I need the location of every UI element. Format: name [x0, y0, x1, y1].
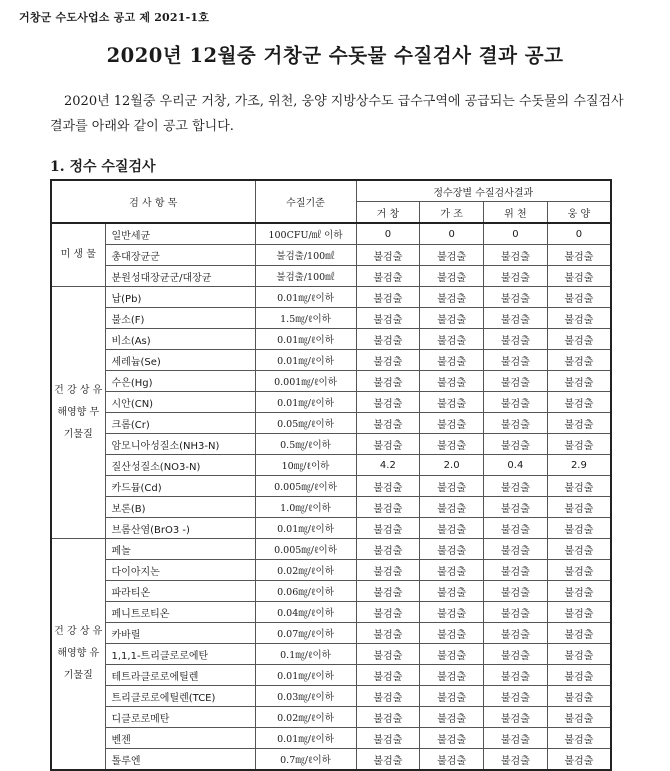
result-value: 불검출 — [484, 434, 548, 455]
test-item: 벤젠 — [105, 728, 255, 749]
table-row — [51, 644, 611, 665]
result-value: 불검출 — [484, 560, 548, 581]
result-value: 불검출 — [420, 392, 484, 413]
test-item: 세레늄(Se) — [105, 350, 255, 371]
table-row — [51, 665, 611, 686]
result-value: 불검출 — [356, 434, 420, 455]
test-item: 테트라클로로에틸렌 — [105, 665, 255, 686]
result-value: 불검출 — [356, 539, 420, 560]
result-value: 불검출 — [356, 560, 420, 581]
header-results: 정수장별 수질검사결과 — [356, 180, 611, 202]
table-row — [51, 539, 611, 560]
test-item: 납(Pb) — [105, 287, 255, 308]
result-value: 불검출 — [356, 287, 420, 308]
page-title: 2020년 12월중 거창군 수돗물 수질검사 결과 공고 — [106, 44, 564, 67]
standard-value: 불검출/100㎖ — [255, 245, 356, 266]
test-item: 보론(B) — [105, 497, 255, 518]
result-value: 불검출 — [356, 581, 420, 602]
result-value: 불검출 — [547, 686, 611, 707]
result-value: 2.9 — [547, 455, 611, 476]
header-site: 웅 양 — [547, 202, 611, 224]
standard-value: 0.05㎎/ℓ이하 — [255, 413, 356, 434]
intro-paragraph — [50, 89, 640, 139]
result-value: 불검출 — [420, 350, 484, 371]
table-row — [51, 581, 611, 602]
result-value: 불검출 — [547, 434, 611, 455]
result-value: 불검출 — [420, 686, 484, 707]
table-row — [51, 455, 611, 476]
result-value: 불검출 — [420, 539, 484, 560]
section-title: 1. 정수 수질검사 — [50, 159, 156, 175]
result-value: 불검출 — [547, 518, 611, 539]
test-item: 비소(As) — [105, 329, 255, 350]
table-row — [51, 371, 611, 392]
standard-value: 0.005㎎/ℓ이하 — [255, 476, 356, 497]
result-value: 불검출 — [484, 350, 548, 371]
water-quality-table — [50, 179, 612, 771]
table-row — [51, 518, 611, 539]
test-item: 시안(CN) — [105, 392, 255, 413]
result-value: 불검출 — [356, 413, 420, 434]
standard-value: 0.01㎎/ℓ이하 — [255, 329, 356, 350]
result-value: 불검출 — [547, 728, 611, 749]
table-row — [51, 476, 611, 497]
result-value: 불검출 — [484, 497, 548, 518]
test-item: 1,1,1-트리클로로에탄 — [105, 644, 255, 665]
test-item: 트리클로로에틸렌(TCE) — [105, 686, 255, 707]
standard-value: 100CFU/㎖ 이하 — [255, 223, 356, 245]
table-row — [51, 560, 611, 581]
table-row — [51, 707, 611, 728]
result-value: 불검출 — [420, 266, 484, 287]
result-value: 불검출 — [356, 644, 420, 665]
table-row — [51, 749, 611, 771]
table-row — [51, 392, 611, 413]
result-value: 0.4 — [484, 455, 548, 476]
result-value: 불검출 — [547, 539, 611, 560]
standard-value: 0.02㎎/ℓ이하 — [255, 560, 356, 581]
result-value: 불검출 — [420, 728, 484, 749]
result-value: 불검출 — [547, 266, 611, 287]
table-row — [51, 329, 611, 350]
test-item: 톨루엔 — [105, 749, 255, 771]
result-value: 불검출 — [547, 413, 611, 434]
result-value: 불검출 — [356, 371, 420, 392]
result-value: 불검출 — [356, 518, 420, 539]
standard-value: 1.0㎎/ℓ이하 — [255, 497, 356, 518]
result-value: 불검출 — [356, 497, 420, 518]
table-row — [51, 497, 611, 518]
result-value: 불검출 — [356, 707, 420, 728]
result-value: 불검출 — [420, 497, 484, 518]
test-item: 카바릴 — [105, 623, 255, 644]
result-value: 불검출 — [484, 728, 548, 749]
result-value: 불검출 — [420, 308, 484, 329]
result-value: 불검출 — [356, 392, 420, 413]
group-label: 건 강 상 유해영향 유기물질 — [51, 539, 105, 771]
result-value: 4.2 — [356, 455, 420, 476]
result-value: 0 — [547, 223, 611, 245]
table-row — [51, 287, 611, 308]
result-value: 불검출 — [356, 623, 420, 644]
result-value: 불검출 — [356, 350, 420, 371]
standard-value: 0.001㎎/ℓ이하 — [255, 371, 356, 392]
result-value: 0 — [356, 223, 420, 245]
test-item: 일반세균 — [105, 223, 255, 245]
standard-value: 0.01㎎/ℓ이하 — [255, 392, 356, 413]
result-value: 불검출 — [547, 623, 611, 644]
result-value: 불검출 — [484, 392, 548, 413]
result-value: 불검출 — [484, 308, 548, 329]
test-item: 파라티온 — [105, 581, 255, 602]
result-value: 불검출 — [420, 329, 484, 350]
standard-value: 0.02㎎/ℓ이하 — [255, 707, 356, 728]
standard-value: 1.5㎎/ℓ이하 — [255, 308, 356, 329]
standard-value: 0.5㎎/ℓ이하 — [255, 434, 356, 455]
test-item: 분원성대장균군/대장균 — [105, 266, 255, 287]
result-value: 불검출 — [356, 308, 420, 329]
result-value: 불검출 — [547, 497, 611, 518]
result-value: 불검출 — [420, 413, 484, 434]
intro-text: 2020년 12월중 우리군 거창, 가조, 위천, 웅양 지방상수도 급수구역에 공급되는 수돗물의 수질검사 결과를 아래와 같이 공고 합니다. — [50, 94, 624, 134]
result-value: 불검출 — [484, 518, 548, 539]
result-value: 불검출 — [356, 686, 420, 707]
result-value: 불검출 — [547, 350, 611, 371]
result-value: 불검출 — [484, 266, 548, 287]
result-value: 불검출 — [420, 287, 484, 308]
result-value: 불검출 — [420, 749, 484, 771]
result-value: 불검출 — [484, 539, 548, 560]
result-value: 불검출 — [547, 329, 611, 350]
test-item: 다이아지논 — [105, 560, 255, 581]
result-value: 불검출 — [547, 392, 611, 413]
standard-value: 0.005㎎/ℓ이하 — [255, 539, 356, 560]
standard-value: 0.01㎎/ℓ이하 — [255, 665, 356, 686]
standard-value: 10㎎/ℓ이하 — [255, 455, 356, 476]
result-value: 불검출 — [547, 560, 611, 581]
test-item: 카드뮴(Cd) — [105, 476, 255, 497]
result-value: 불검출 — [484, 749, 548, 771]
result-value: 불검출 — [547, 287, 611, 308]
test-item: 총대장균군 — [105, 245, 255, 266]
standard-value: 0.01㎎/ℓ이하 — [255, 287, 356, 308]
result-value: 불검출 — [484, 287, 548, 308]
result-value: 불검출 — [547, 644, 611, 665]
result-value: 불검출 — [547, 308, 611, 329]
result-value: 불검출 — [484, 707, 548, 728]
result-value: 불검출 — [356, 602, 420, 623]
result-value: 불검출 — [356, 728, 420, 749]
table-row — [51, 623, 611, 644]
header-standard: 수질기준 — [255, 180, 356, 223]
test-item: 디클로로메탄 — [105, 707, 255, 728]
result-value: 불검출 — [547, 245, 611, 266]
table-row — [51, 245, 611, 266]
result-value: 0 — [420, 223, 484, 245]
result-value: 불검출 — [420, 371, 484, 392]
result-value: 불검출 — [484, 623, 548, 644]
test-item: 질산성질소(NO3-N) — [105, 455, 255, 476]
result-value: 불검출 — [547, 749, 611, 771]
result-value: 불검출 — [547, 665, 611, 686]
result-value: 불검출 — [420, 644, 484, 665]
result-value: 불검출 — [356, 665, 420, 686]
result-value: 불검출 — [356, 749, 420, 771]
table-row — [51, 350, 611, 371]
table-row — [51, 686, 611, 707]
result-value: 불검출 — [484, 476, 548, 497]
table-row — [51, 434, 611, 455]
result-value: 불검출 — [420, 434, 484, 455]
result-value: 불검출 — [484, 329, 548, 350]
test-item: 불소(F) — [105, 308, 255, 329]
result-value: 0 — [484, 223, 548, 245]
result-value: 불검출 — [547, 602, 611, 623]
result-value: 불검출 — [356, 245, 420, 266]
test-item: 수은(Hg) — [105, 371, 255, 392]
group-label: 미 생 물 — [51, 223, 105, 287]
table-row — [51, 728, 611, 749]
standard-value: 0.1㎎/ℓ이하 — [255, 644, 356, 665]
standard-value: 불검출/100㎖ — [255, 266, 356, 287]
table-row — [51, 308, 611, 329]
table-row — [51, 223, 611, 245]
standard-value: 0.03㎎/ℓ이하 — [255, 686, 356, 707]
result-value: 2.0 — [420, 455, 484, 476]
result-value: 불검출 — [547, 371, 611, 392]
result-value: 불검출 — [420, 476, 484, 497]
result-value: 불검출 — [547, 581, 611, 602]
result-value: 불검출 — [420, 581, 484, 602]
header-test-item: 검 사 항 목 — [51, 180, 255, 223]
test-item: 크롬(Cr) — [105, 413, 255, 434]
result-value: 불검출 — [484, 245, 548, 266]
table-row — [51, 413, 611, 434]
result-value: 불검출 — [484, 371, 548, 392]
result-value: 불검출 — [484, 644, 548, 665]
result-value: 불검출 — [484, 413, 548, 434]
test-item: 암모니아성질소(NH3-N) — [105, 434, 255, 455]
header-site: 거 창 — [356, 202, 420, 224]
table-row — [51, 602, 611, 623]
test-item: 페놀 — [105, 539, 255, 560]
test-item: 페니트로티온 — [105, 602, 255, 623]
result-value: 불검출 — [356, 476, 420, 497]
result-value: 불검출 — [420, 602, 484, 623]
standard-value: 0.07㎎/ℓ이하 — [255, 623, 356, 644]
standard-value: 0.7㎎/ℓ이하 — [255, 749, 356, 771]
result-value: 불검출 — [547, 707, 611, 728]
result-value: 불검출 — [420, 245, 484, 266]
result-value: 불검출 — [547, 476, 611, 497]
result-value: 불검출 — [484, 581, 548, 602]
result-value: 불검출 — [484, 665, 548, 686]
standard-value: 0.01㎎/ℓ이하 — [255, 518, 356, 539]
test-item: 브롬산염(BrO3 -) — [105, 518, 255, 539]
notice-number: 거창군 수도사업소 공고 제 2021-1호 — [19, 11, 210, 24]
standard-value: 0.01㎎/ℓ이하 — [255, 350, 356, 371]
standard-value: 0.04㎎/ℓ이하 — [255, 602, 356, 623]
header-site: 가 조 — [420, 202, 484, 224]
result-value: 불검출 — [420, 665, 484, 686]
group-label: 건 강 상 유해영향 무기물질 — [51, 287, 105, 539]
result-value: 불검출 — [356, 329, 420, 350]
standard-value: 0.06㎎/ℓ이하 — [255, 581, 356, 602]
table-row — [51, 266, 611, 287]
result-value: 불검출 — [356, 266, 420, 287]
result-value: 불검출 — [420, 707, 484, 728]
result-value: 불검출 — [420, 518, 484, 539]
result-value: 불검출 — [484, 602, 548, 623]
result-value: 불검출 — [420, 623, 484, 644]
result-value: 불검출 — [484, 686, 548, 707]
header-site: 위 천 — [484, 202, 548, 224]
result-value: 불검출 — [420, 560, 484, 581]
standard-value: 0.01㎎/ℓ이하 — [255, 728, 356, 749]
